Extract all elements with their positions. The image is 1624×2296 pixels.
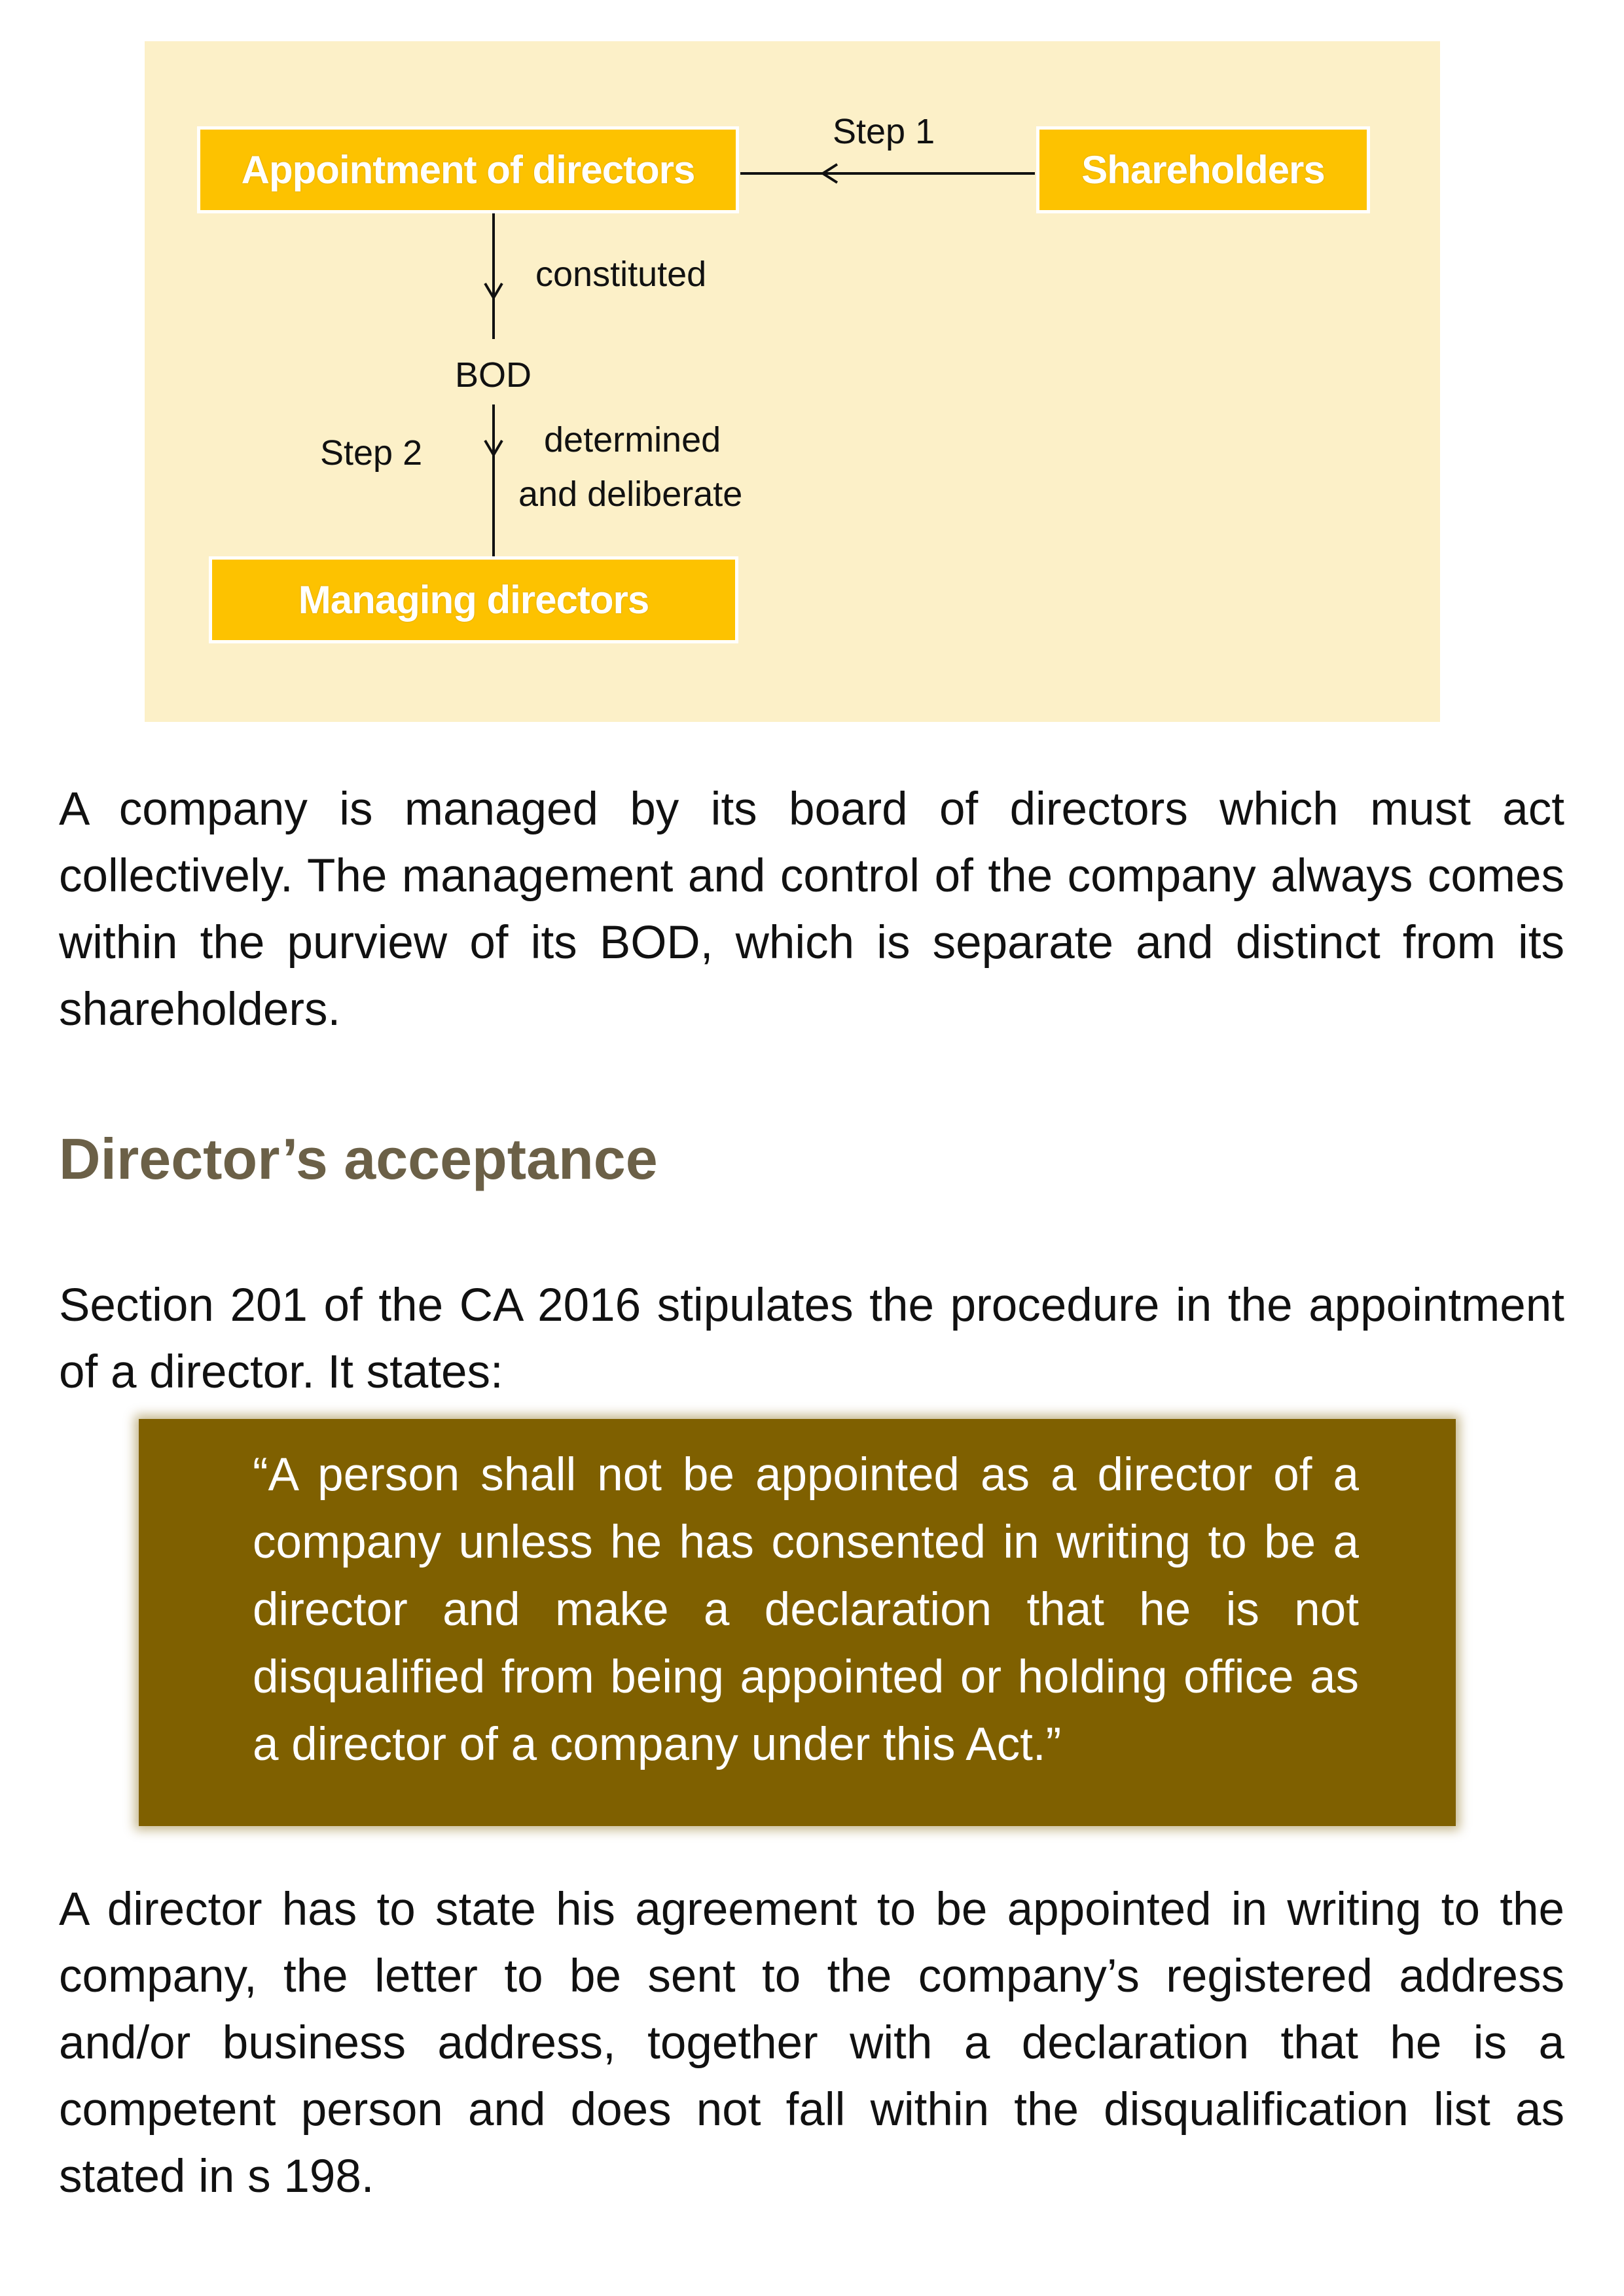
- managing-directors-box: Managing directors: [209, 556, 738, 643]
- determined-label-line1: determined: [544, 420, 721, 459]
- statute-quote-text: “A person shall not be appointed as a director of a company unless he has consented in writing to be a director and make a declaration that he is not disqualified from being appointed or holding office as a director of a company under this Act.”: [253, 1449, 1359, 1770]
- paragraph-section-201: Section 201 of the CA 2016 stipulates the procedure in the appointment of a director. It states:: [59, 1280, 1564, 1398]
- paragraph-board-management: A company is managed by its board of directors which must act collectively. The management and control of the company always comes within the purview of its BOD, which is separate and distinct from its shareholders.: [59, 783, 1564, 1035]
- paragraph-director-agreement: A director has to state his agreement to be appointed in writing to the company, the letter to be sent to the company’s registered address and/or business address, together with a declaration that he is a competent person and does not fall within the disqualification list as stated in s 198.: [59, 1884, 1564, 2202]
- shareholders-box: Shareholders: [1036, 126, 1370, 213]
- determined-label-line2: and deliberate: [518, 475, 743, 514]
- statute-quote-box: [139, 1419, 1456, 1826]
- section-heading: Director’s acceptance: [59, 1126, 658, 1191]
- step2-label: Step 2: [320, 433, 423, 473]
- constituted-label: constituted: [535, 255, 707, 294]
- flow-diagram: [145, 41, 1440, 722]
- appointment-of-directors-box: Appointment of directors: [197, 126, 739, 213]
- bod-label: BOD: [455, 355, 532, 395]
- step1-label: Step 1: [833, 112, 935, 151]
